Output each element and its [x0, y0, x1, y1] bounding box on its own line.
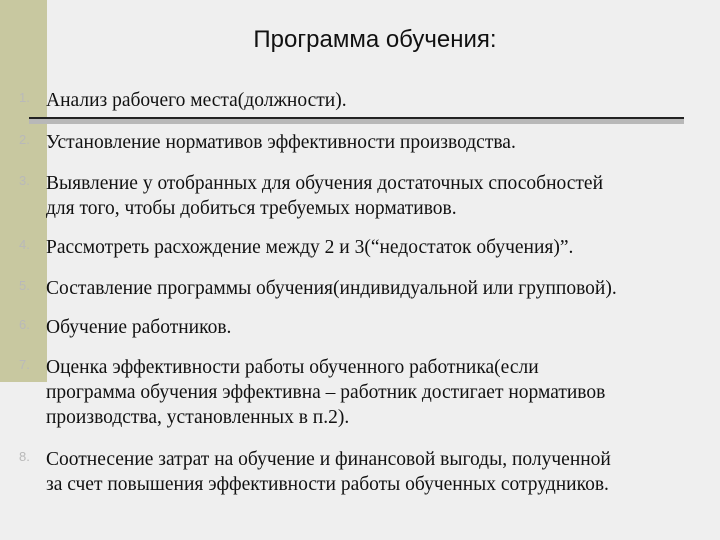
item-number: 4.	[19, 237, 30, 252]
item-number: 5.	[19, 278, 30, 293]
item-text: Обучение работников.	[46, 317, 232, 338]
item-text: Установление нормативов эффективности производства.	[46, 132, 516, 153]
item-number: 3.	[19, 173, 30, 188]
slide-title: Программа обучения:	[253, 26, 497, 53]
title-divider	[29, 117, 684, 124]
divider-band	[29, 119, 684, 124]
item-text: Выявление у отобранных для обучения достаточных способностей для того, чтобы добиться требуемых нормативов.	[46, 173, 604, 219]
item-text: Составление программы обучения(индивидуальной или групповой).	[46, 278, 617, 299]
item-text: Анализ рабочего места(должности).	[46, 90, 347, 111]
item-number: 8.	[19, 449, 30, 464]
item-text: Соотнесение затрат на обучение и финансовой выгоды, полученной за счет повышения эффективности работы обученных сотрудников.	[46, 449, 611, 495]
item-text: Рассмотреть расхождение между 2 и 3(“недостаток обучения)”.	[46, 237, 574, 258]
item-number: 1.	[19, 90, 30, 105]
item-text: Оценка эффективности работы обученного работника(если программа обучения эффективна – работник достигает нормативов производства, установленных в п.2).	[46, 357, 606, 428]
item-number: 7.	[19, 357, 30, 372]
item-number: 2.	[19, 132, 30, 147]
item-number: 6.	[19, 317, 30, 332]
